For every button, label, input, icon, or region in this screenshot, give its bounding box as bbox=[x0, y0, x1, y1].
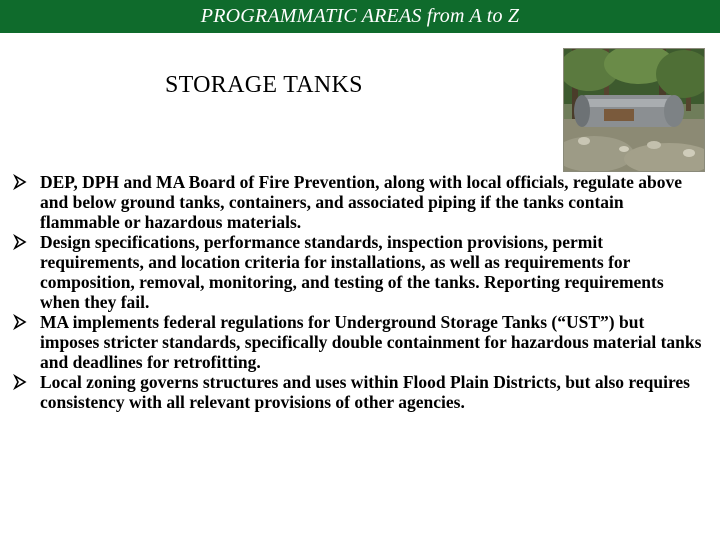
bullet-text: Local zoning governs structures and uses within Flood Plain Districts, but also requires consistency with all relevant provisions of other agencies. bbox=[40, 372, 690, 412]
bullet-item bbox=[20, 372, 704, 412]
arrow-bullet-icon bbox=[12, 232, 28, 252]
storage-tank-image bbox=[564, 49, 704, 171]
arrow-bullet-icon bbox=[12, 372, 28, 392]
bullet-item bbox=[20, 312, 704, 372]
slide-title: STORAGE TANKS bbox=[165, 72, 363, 98]
bullet-text: MA implements federal regulations for Underground Storage Tanks (“UST”) but imposes stricter standards, specifically double containment for hazardous material tanks and deadlines for retrofitting. bbox=[40, 312, 702, 372]
storage-tank-photo bbox=[563, 48, 705, 172]
arrow-bullet-icon bbox=[12, 172, 28, 192]
header-bar bbox=[0, 0, 720, 33]
header-title: PROGRAMMATIC AREAS from A to Z bbox=[200, 5, 520, 27]
bullet-item bbox=[20, 172, 704, 232]
arrow-bullet-icon bbox=[12, 312, 28, 332]
bullet-item bbox=[20, 232, 704, 312]
bullet-list bbox=[20, 172, 704, 412]
bullet-text: Design specifications, performance standards, inspection provisions, permit requirements, and location criteria for installations, as well as requirements for composition, removal, monitoring, and testing of the tanks. Reporting requirements when they fail. bbox=[40, 232, 664, 312]
bullet-text: DEP, DPH and MA Board of Fire Prevention, along with local officials, regulate above and below ground tanks, containers, and associated piping if the tanks contain flammable or hazardous materials. bbox=[40, 172, 682, 232]
